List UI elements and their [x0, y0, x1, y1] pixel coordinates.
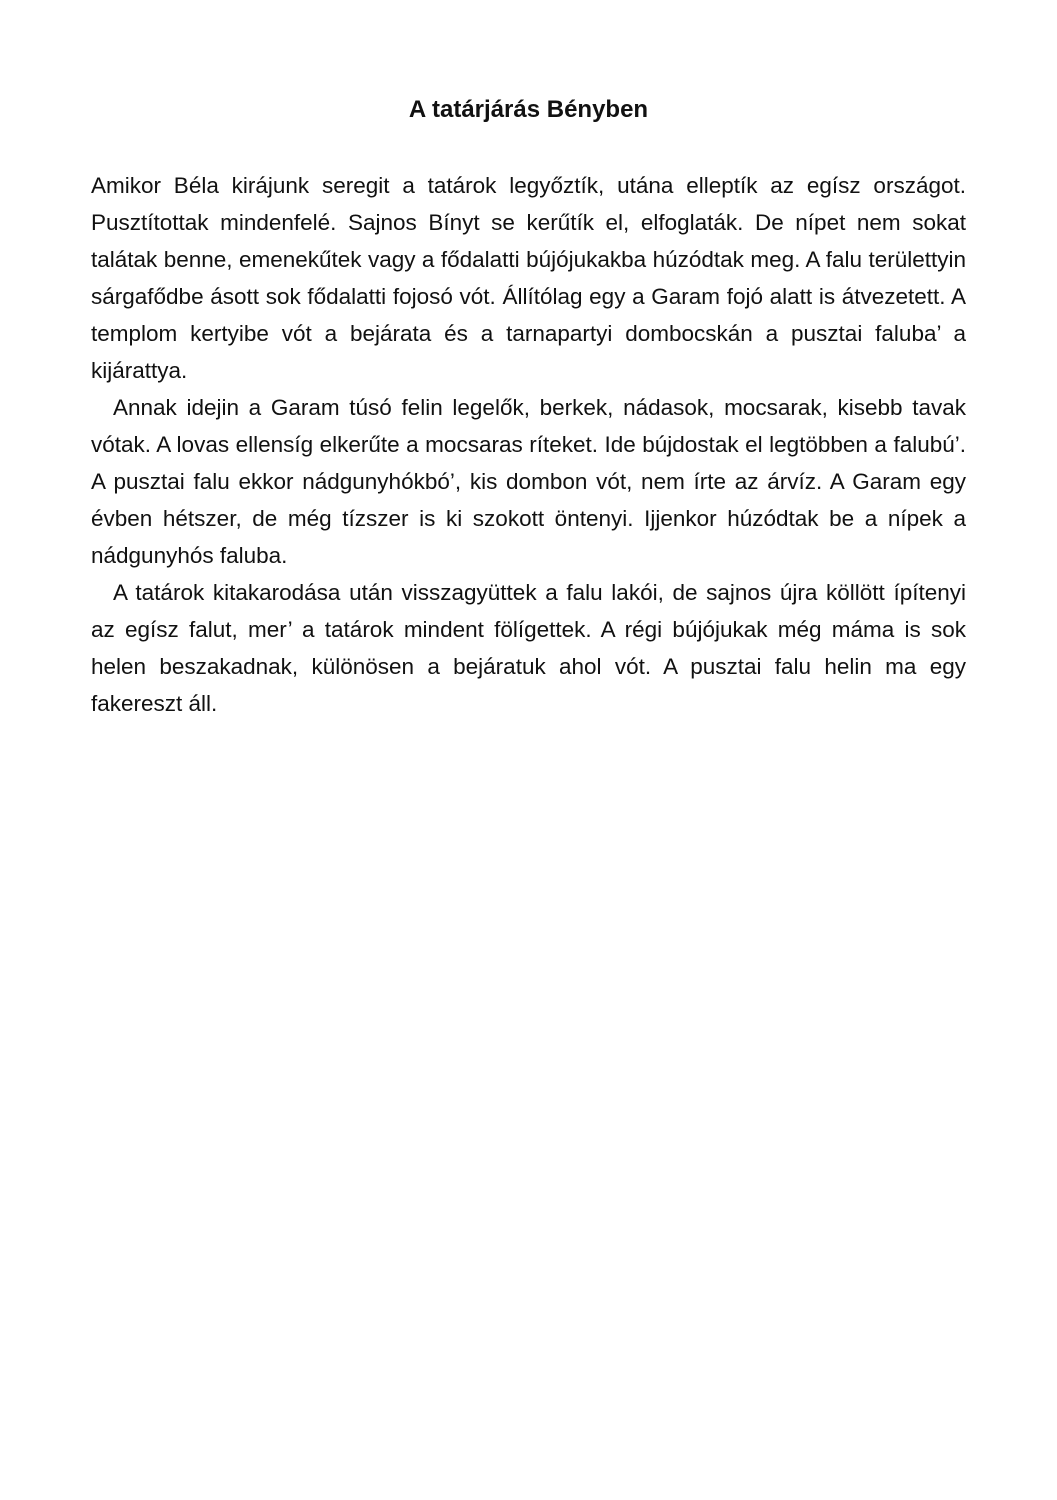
document-body: [91, 167, 966, 722]
paragraph-1: Amikor Béla kirájunk seregit a tatárok legyőztík, utána elleptík az egísz országot. Pusztítottak mindenfelé. Sajnos Bínyt se kerűtík el, elfoglaták. De nípet nem sokat talátak benne, emenekűtek vagy a fődalatti bújójukakba húzódtak meg. A falu területtyin sárgafődbe ásott sok fődalatti fojosó vót. Állítólag egy a Garam fojó alatt is átvezetett. A templom kertyibe vót a bejárata és a tarnapartyi dombocskán a pusztai faluba’ a kijárattya.: [91, 173, 966, 383]
paragraph-3: A tatárok kitakarodása után visszagyüttek a falu lakói, de sajnos újra köllött ípítenyi az egísz falut, mer’ a tatárok mindent fölígettek. A régi bújójukak még máma is sok helen beszakadnak, különösen a bejáratuk ahol vót. A pusztai falu helin ma egy fakereszt áll.: [91, 580, 966, 716]
document-title: A tatárjárás Bényben: [408, 96, 649, 123]
paragraph-2: Annak idejin a Garam túsó felin legelők, berkek, nádasok, mocsarak, kisebb tavak vótak. A lovas ellensíg elkerűte a mocsaras ríteket. Ide bújdostak el legtöbben a falubú’. A pusztai falu ekkor nádgunyhókbó’, kis dombon vót, nem írte az árvíz. A Garam egy évben hétszer, de még tízszer is ki szokott öntenyi. Ijjenkor húzódtak be a nípek a nádgunyhós faluba.: [91, 395, 966, 568]
